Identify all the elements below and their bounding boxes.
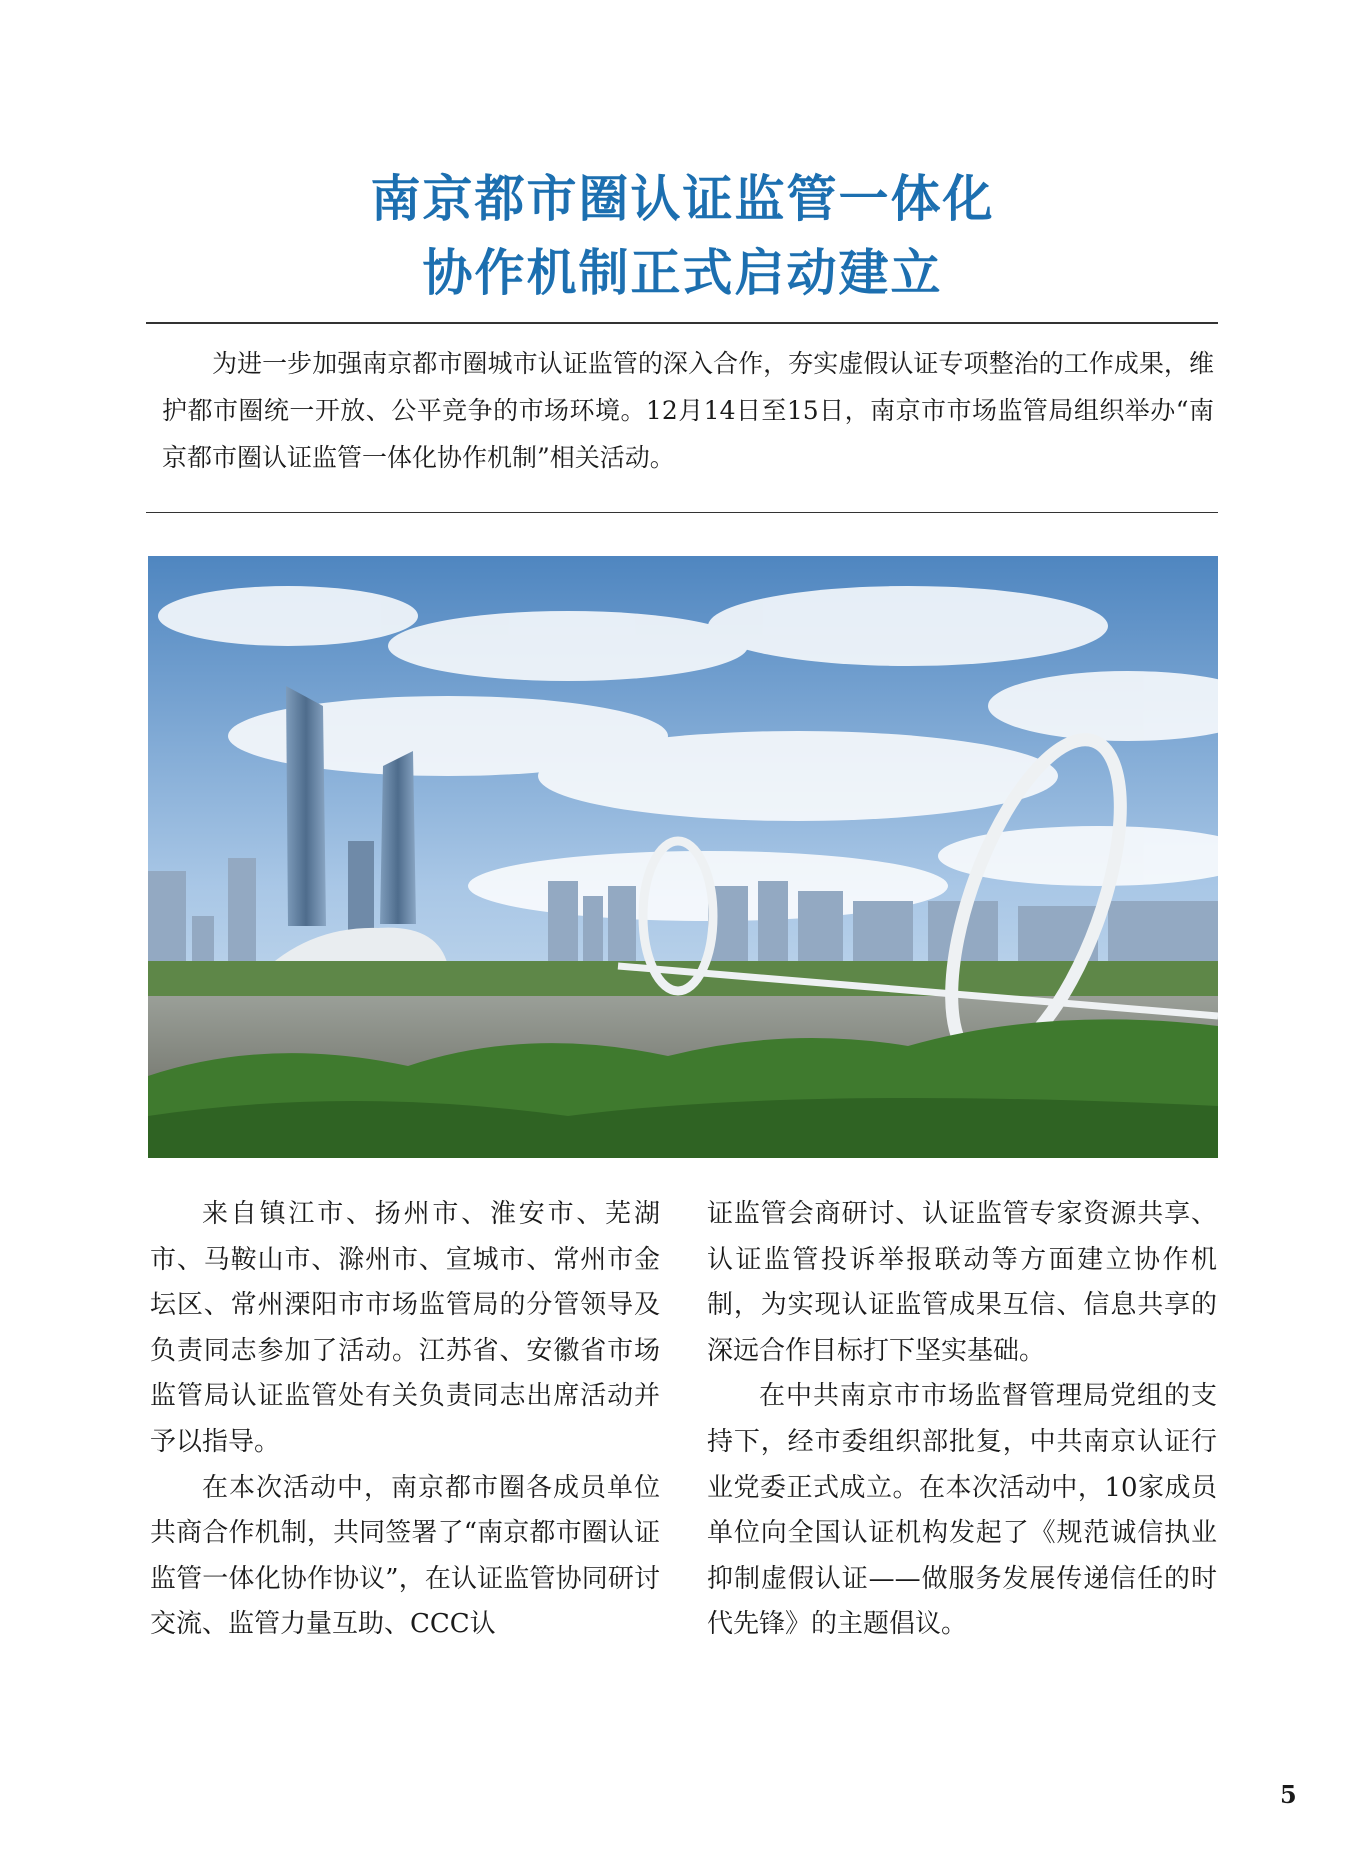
intro-paragraph: 为进一步加强南京都市圈城市认证监管的深入合作，夯实虚假认证专项整治的工作成果，维护都市圈统一开放、公平竞争的市场环境。12月14日至15日，南京市市场监管局组织举办“南京都市圈认证监管一体化协作机制”相关活动。 (162, 349, 1214, 472)
title-line-2: 协作机制正式启动建立 (422, 244, 943, 302)
body-column-right (707, 1192, 1217, 1648)
body-column-left (150, 1192, 660, 1648)
left-paragraph-1: 来自镇江市、扬州市、淮安市、芜湖市、马鞍山市、滁州市、宣城市、常州市金坛区、常州溧阳市市场监管局的分管领导及负责同志参加了活动。江苏省、安徽省市场监管局认证监管处有关负责同志出席活动并予以指导。 (150, 1199, 660, 1457)
mid-tower (348, 841, 374, 931)
nanjing-skyline-photo (148, 556, 1218, 1158)
right-paragraph-1: 证监管会商研讨、认证监管专家资源共享、认证监管投诉举报联动等方面建立协作机制，为实现认证监管成果互信、信息共享的深远合作目标打下坚实基础。 (707, 1199, 1217, 1366)
top-divider (146, 322, 1218, 324)
foreground-shrubs (148, 1098, 1218, 1158)
tower-left (286, 686, 326, 926)
bottom-divider (146, 512, 1218, 513)
page-number: 5 (1280, 1780, 1297, 1809)
left-paragraph-2: 在本次活动中，南京都市圈各成员单位共商合作机制，共同签署了“南京都市圈认证监管一体化协作协议”，在认证监管协同研讨交流、监管力量互助、CCC认 (150, 1472, 660, 1640)
tower-right (380, 751, 416, 924)
title-line-1: 南京都市圈认证监管一体化 (370, 170, 995, 228)
right-paragraph-2: 在中共南京市市场监督管理局党组的支持下，经市委组织部批复，中共南京认证行业党委正式成立。在本次活动中，10家成员单位向全国认证机构发起了《规范诚信执业 抑制虚假认证——做服务发展传递信任的时代先锋》的主题倡议。 (707, 1381, 1217, 1640)
article-title (0, 162, 1365, 310)
photo-illustration (148, 556, 1218, 1158)
